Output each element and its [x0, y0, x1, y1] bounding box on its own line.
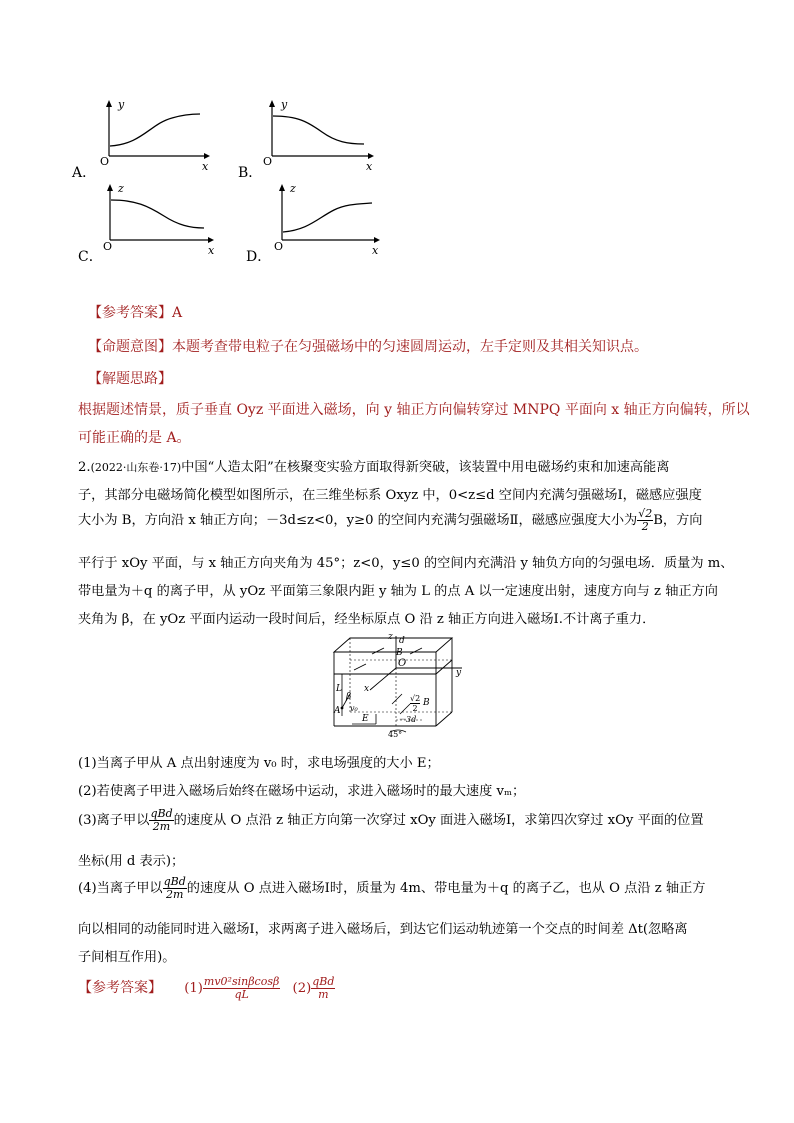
answer-value: A	[172, 305, 183, 321]
fig-B2-num: √2	[410, 694, 421, 703]
axis-label-v: y	[118, 98, 125, 111]
q2-part3-line2: 坐标(用 d 表示)；	[78, 854, 185, 869]
q2-line5: 带电量为＋q 的离子甲，从 yOz 平面第三象限内距 y 轴为 L 的点 A 以一定速度出射，速度方向与 z 轴正方向	[78, 584, 718, 599]
axis-label-h: x	[208, 244, 215, 257]
fig-B2-label: B	[423, 698, 430, 708]
answer-tag: 【参考答案】	[88, 305, 172, 321]
q2-p3-post: 的速度从 O 点沿 z 轴正方向第一次穿过 xOy 面进入磁场Ⅰ，求第四次穿过 xOy 平面的位置	[173, 813, 704, 828]
origin-label: O	[263, 155, 273, 168]
frac-num: qBd	[150, 807, 173, 820]
q1-idea-line2: 可能正确的是 A。	[78, 430, 191, 446]
answer-tag: 【参考答案】	[78, 980, 162, 996]
q2-line2: 子，其部分电磁场简化模型如图所示，在三维坐标系 Oxyz 中，0<z≤d 空间内充满匀强磁场Ⅰ，磁感应强度	[78, 488, 702, 503]
option-label: C．	[78, 249, 103, 265]
origin-label: O	[274, 240, 284, 253]
axis-label-h: x	[366, 160, 373, 173]
frac-den: qL	[234, 988, 249, 1001]
option-label: D．	[246, 249, 272, 265]
fraction-qBd-2m-b	[163, 876, 187, 901]
option-graph-d	[246, 180, 396, 265]
fig-O: O	[398, 658, 407, 669]
q2-part4	[78, 876, 738, 901]
q2-p4-post: 的速度从 O 点进入磁场Ⅰ时，质量为 4m、带电量为＋q 的离子乙，也从 O 点沿 z 轴正方	[186, 881, 706, 896]
q2-line6: 夹角为 β，在 yOz 平面内运动一段时间后，经坐标原点 O 沿 z 轴正方向进入磁场Ⅰ.不计离子重力．	[78, 612, 656, 627]
q2-part4-line3: 子间相互作用)。	[78, 950, 176, 965]
fig-B2	[410, 694, 420, 713]
ans1-fraction	[203, 976, 280, 1001]
frac-num: mv0²sinβcosβ	[203, 975, 280, 988]
q1-answer-line	[88, 302, 182, 322]
frac-den: 2	[641, 520, 649, 533]
q2-part1: (1)当离子甲从 A 点出射速度为 v₀ 时，求电场强度的大小 E；	[78, 756, 440, 771]
axis-label-v: z	[290, 182, 296, 195]
axis-label-h: x	[202, 160, 209, 173]
question-number: 2.	[78, 460, 91, 475]
fig-d: d	[399, 636, 405, 646]
option-label: A．	[72, 165, 97, 181]
frac-den: 2m	[165, 888, 184, 901]
fig-y: y	[456, 668, 462, 678]
axis-label-v: z	[118, 182, 124, 195]
axis-label-h: x	[372, 244, 379, 257]
q2-part3	[78, 808, 738, 833]
axis-label-v: y	[281, 98, 288, 111]
fig-beta: β	[346, 692, 352, 702]
ans1-pre: (1)	[184, 981, 203, 996]
fig-A: A	[334, 706, 341, 716]
q2-text-3b: B，方向	[653, 513, 703, 528]
frac-den: m	[318, 988, 329, 1001]
fig-x: x	[364, 684, 370, 694]
fig-B2-den: 2	[412, 704, 418, 713]
q1-idea-line1: 根据题述情景，质子垂直 Oyz 平面进入磁场，向 y 轴正方向偏转穿过 MNPQ 平面向 x 轴正方向偏转，所以	[78, 402, 750, 418]
q2-part4-line2: 向以相同的动能同时进入磁场Ⅰ，求两离子进入磁场后，到达它们运动轨迹第一个交点的时间差 Δt(忽略离	[78, 922, 688, 937]
q1-intent-line	[88, 336, 648, 356]
ans2-pre: (2)	[292, 981, 312, 996]
option-graph-c	[78, 180, 228, 265]
intent-tag: 【命题意图】	[88, 339, 172, 355]
q2-line3	[78, 508, 738, 533]
q2-line4: 平行于 xOy 平面，与 x 轴正方向夹角为 45°；z<0，y≤0 的空间内充满沿 y 轴负方向的匀强电场．质量为 m、	[78, 556, 734, 571]
option-label: B．	[238, 165, 263, 181]
q2-part2: (2)若使离子甲进入磁场后始终在磁场中运动，求进入磁场时的最大速度 vₘ；	[78, 784, 526, 799]
fig-L: L	[336, 684, 342, 694]
q2-text-3a: 大小为 B，方向沿 x 轴正方向；－3d≤z<0，y≥0 的空间内充满匀强磁场Ⅱ，磁感应强度大小为	[78, 513, 638, 528]
fraction-sqrt2-over-2	[637, 508, 653, 533]
frac-num: qBd	[163, 875, 186, 888]
q2-p4-pre: (4)当离子甲以	[78, 881, 163, 896]
q1-idea-tag: 【解题思路】	[88, 371, 172, 387]
q2-answer	[78, 976, 335, 1001]
fig-z: z	[388, 632, 393, 642]
ans2-fraction	[311, 976, 335, 1001]
graph-a-svg	[72, 98, 222, 178]
intent-text: 本题考查带电粒子在匀强磁场中的匀速圆周运动，左手定则及其相关知识点。	[172, 339, 648, 355]
option-graph-a	[72, 98, 222, 181]
frac-num: √2	[638, 507, 653, 520]
fig-B: B	[396, 648, 403, 658]
q2-text-1: 中国“人造太阳”在核聚变实验方面取得新突破，该装置中用电磁场约束和加速高能离	[181, 460, 670, 475]
q2-line1	[78, 456, 738, 475]
origin-label: O	[103, 240, 113, 253]
option-graph-b	[238, 98, 388, 181]
origin-label: O	[100, 155, 110, 168]
fig-minus3d: －3d	[398, 715, 417, 724]
q2-p3-pre: (3)离子甲以	[78, 813, 150, 828]
fraction-qBd-2m	[149, 808, 173, 833]
fig-E: E	[362, 714, 369, 724]
graph-c-svg	[78, 180, 228, 260]
question-source: (2022·山东卷·17)	[90, 461, 182, 474]
frac-den: 2m	[152, 820, 171, 833]
fig-angle: 45°	[388, 730, 403, 739]
field-diagram	[326, 634, 466, 740]
fig-v0: v₀	[350, 704, 358, 713]
frac-num: qBd	[312, 975, 335, 988]
